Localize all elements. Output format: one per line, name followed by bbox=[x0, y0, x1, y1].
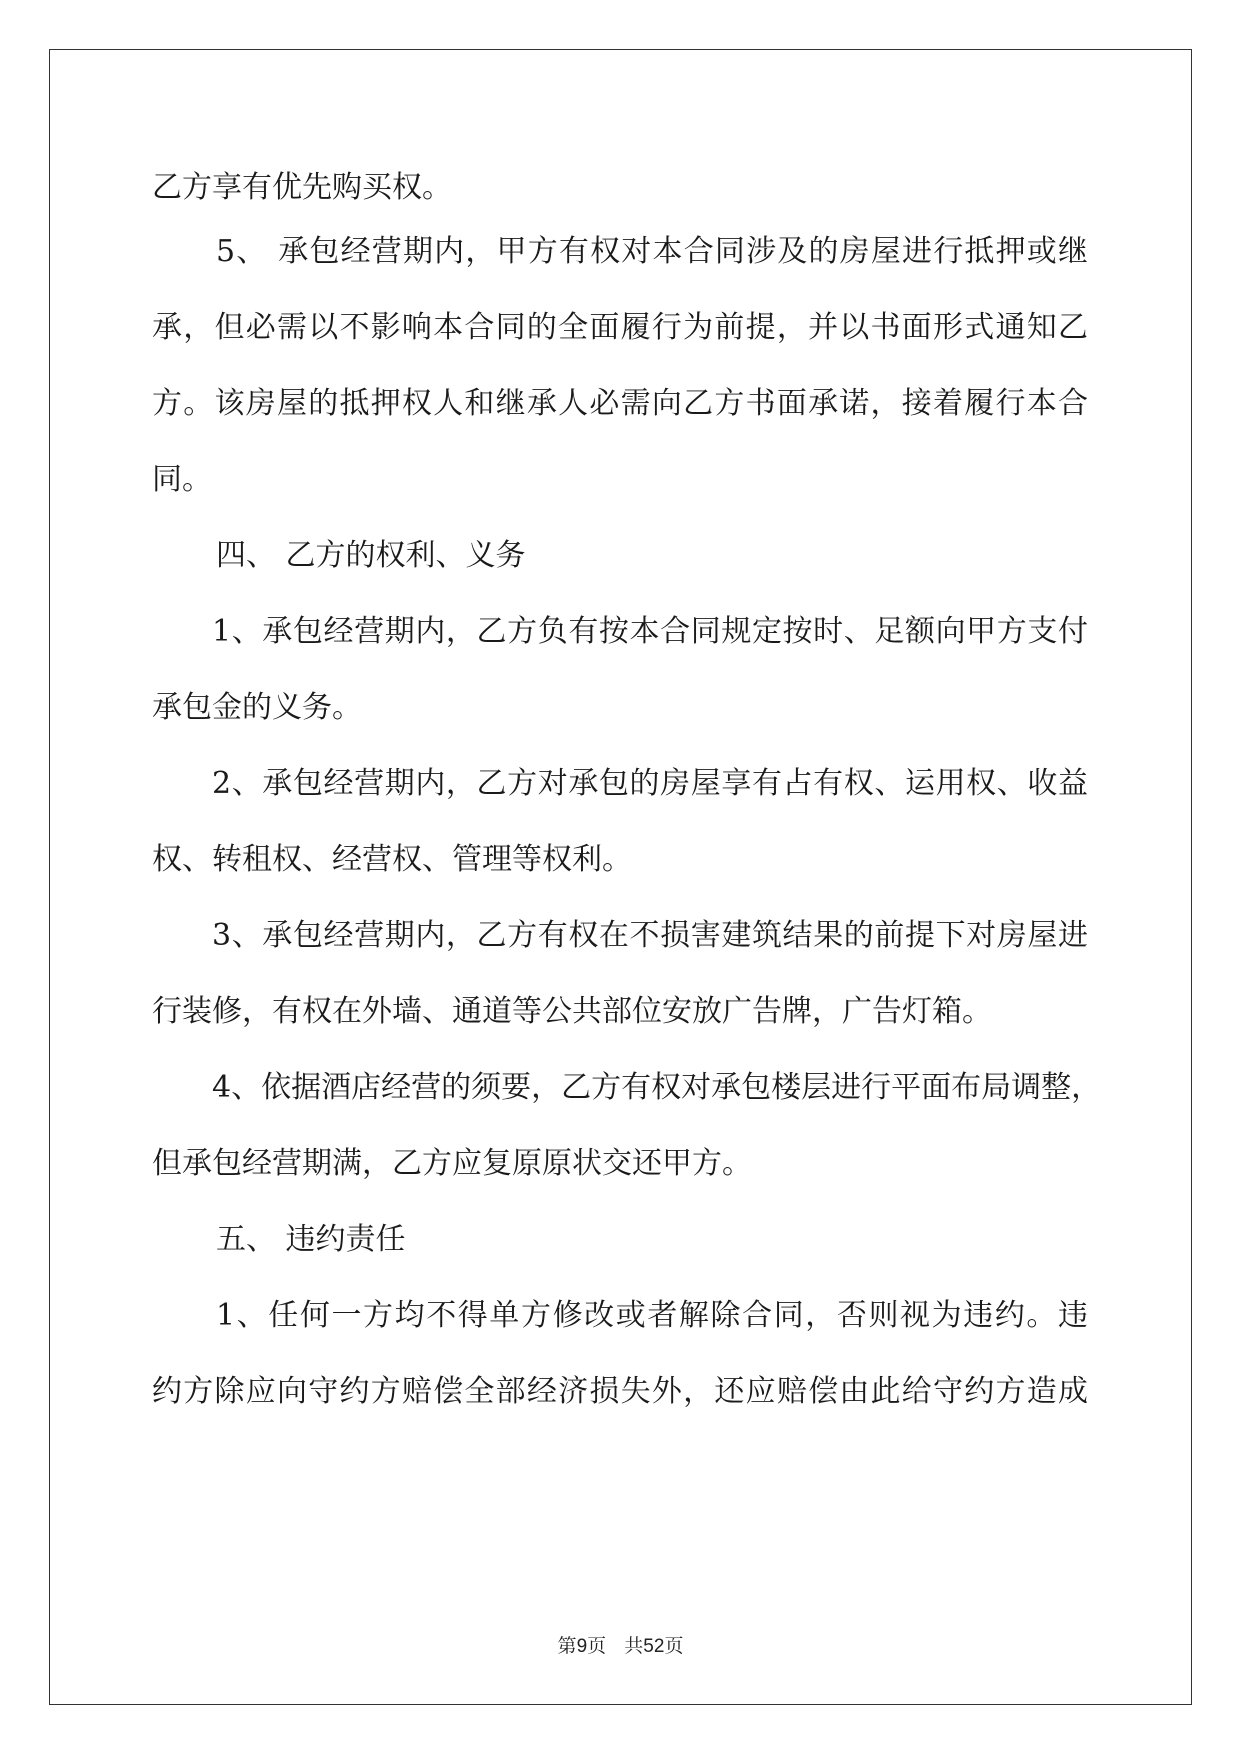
section-heading: 四、 乙方的权利、义务 bbox=[216, 538, 526, 573]
text-line: 乙方享有优先购买权。 bbox=[152, 170, 452, 205]
text-line: 2、承包经营期内，乙方对承包的房屋享有占有权、运用权、收益 bbox=[212, 766, 1088, 801]
text-line: 3、承包经营期内，乙方有权在不损害建筑结果的前提下对房屋进 bbox=[212, 918, 1088, 953]
total-prefix: 共 bbox=[624, 1635, 644, 1657]
page-number: 9 bbox=[576, 1636, 588, 1657]
total-pages: 52 bbox=[643, 1636, 665, 1657]
text-line: 同。 bbox=[152, 462, 212, 497]
text-line: 行装修，有权在外墙、通道等公共部位安放广告牌，广告灯箱。 bbox=[152, 994, 992, 1029]
text-line: 约方除应向守约方赔偿全部经济损失外，还应赔偿由此给守约方造成 bbox=[152, 1374, 1088, 1409]
text-line: 权、转租权、经营权、管理等权利。 bbox=[152, 842, 632, 877]
text-line: 5、 承包经营期内，甲方有权对本合同涉及的房屋进行抵押或继 bbox=[216, 234, 1088, 269]
page-prefix: 第 bbox=[557, 1635, 577, 1657]
page-suffix: 页 bbox=[587, 1635, 607, 1657]
text-line: 但承包经营期满，乙方应复原原状交还甲方。 bbox=[152, 1146, 752, 1181]
text-line: 承包金的义务。 bbox=[152, 690, 362, 725]
text-line: 方。该房屋的抵押权人和继承人必需向乙方书面承诺，接着履行本合 bbox=[152, 386, 1088, 421]
text-line: 1、承包经营期内，乙方负有按本合同规定按时、足额向甲方支付 bbox=[212, 614, 1088, 649]
total-suffix: 页 bbox=[664, 1635, 684, 1657]
page-footer bbox=[0, 1634, 1241, 1659]
text-line: 4、依据酒店经营的须要，乙方有权对承包楼层进行平面布局调整， bbox=[212, 1070, 1102, 1105]
text-line: 1、任何一方均不得单方修改或者解除合同，否则视为违约。违 bbox=[216, 1298, 1088, 1333]
section-heading: 五、 违约责任 bbox=[216, 1222, 406, 1257]
text-line: 承，但必需以不影响本合同的全面履行为前提，并以书面形式通知乙 bbox=[152, 310, 1088, 345]
